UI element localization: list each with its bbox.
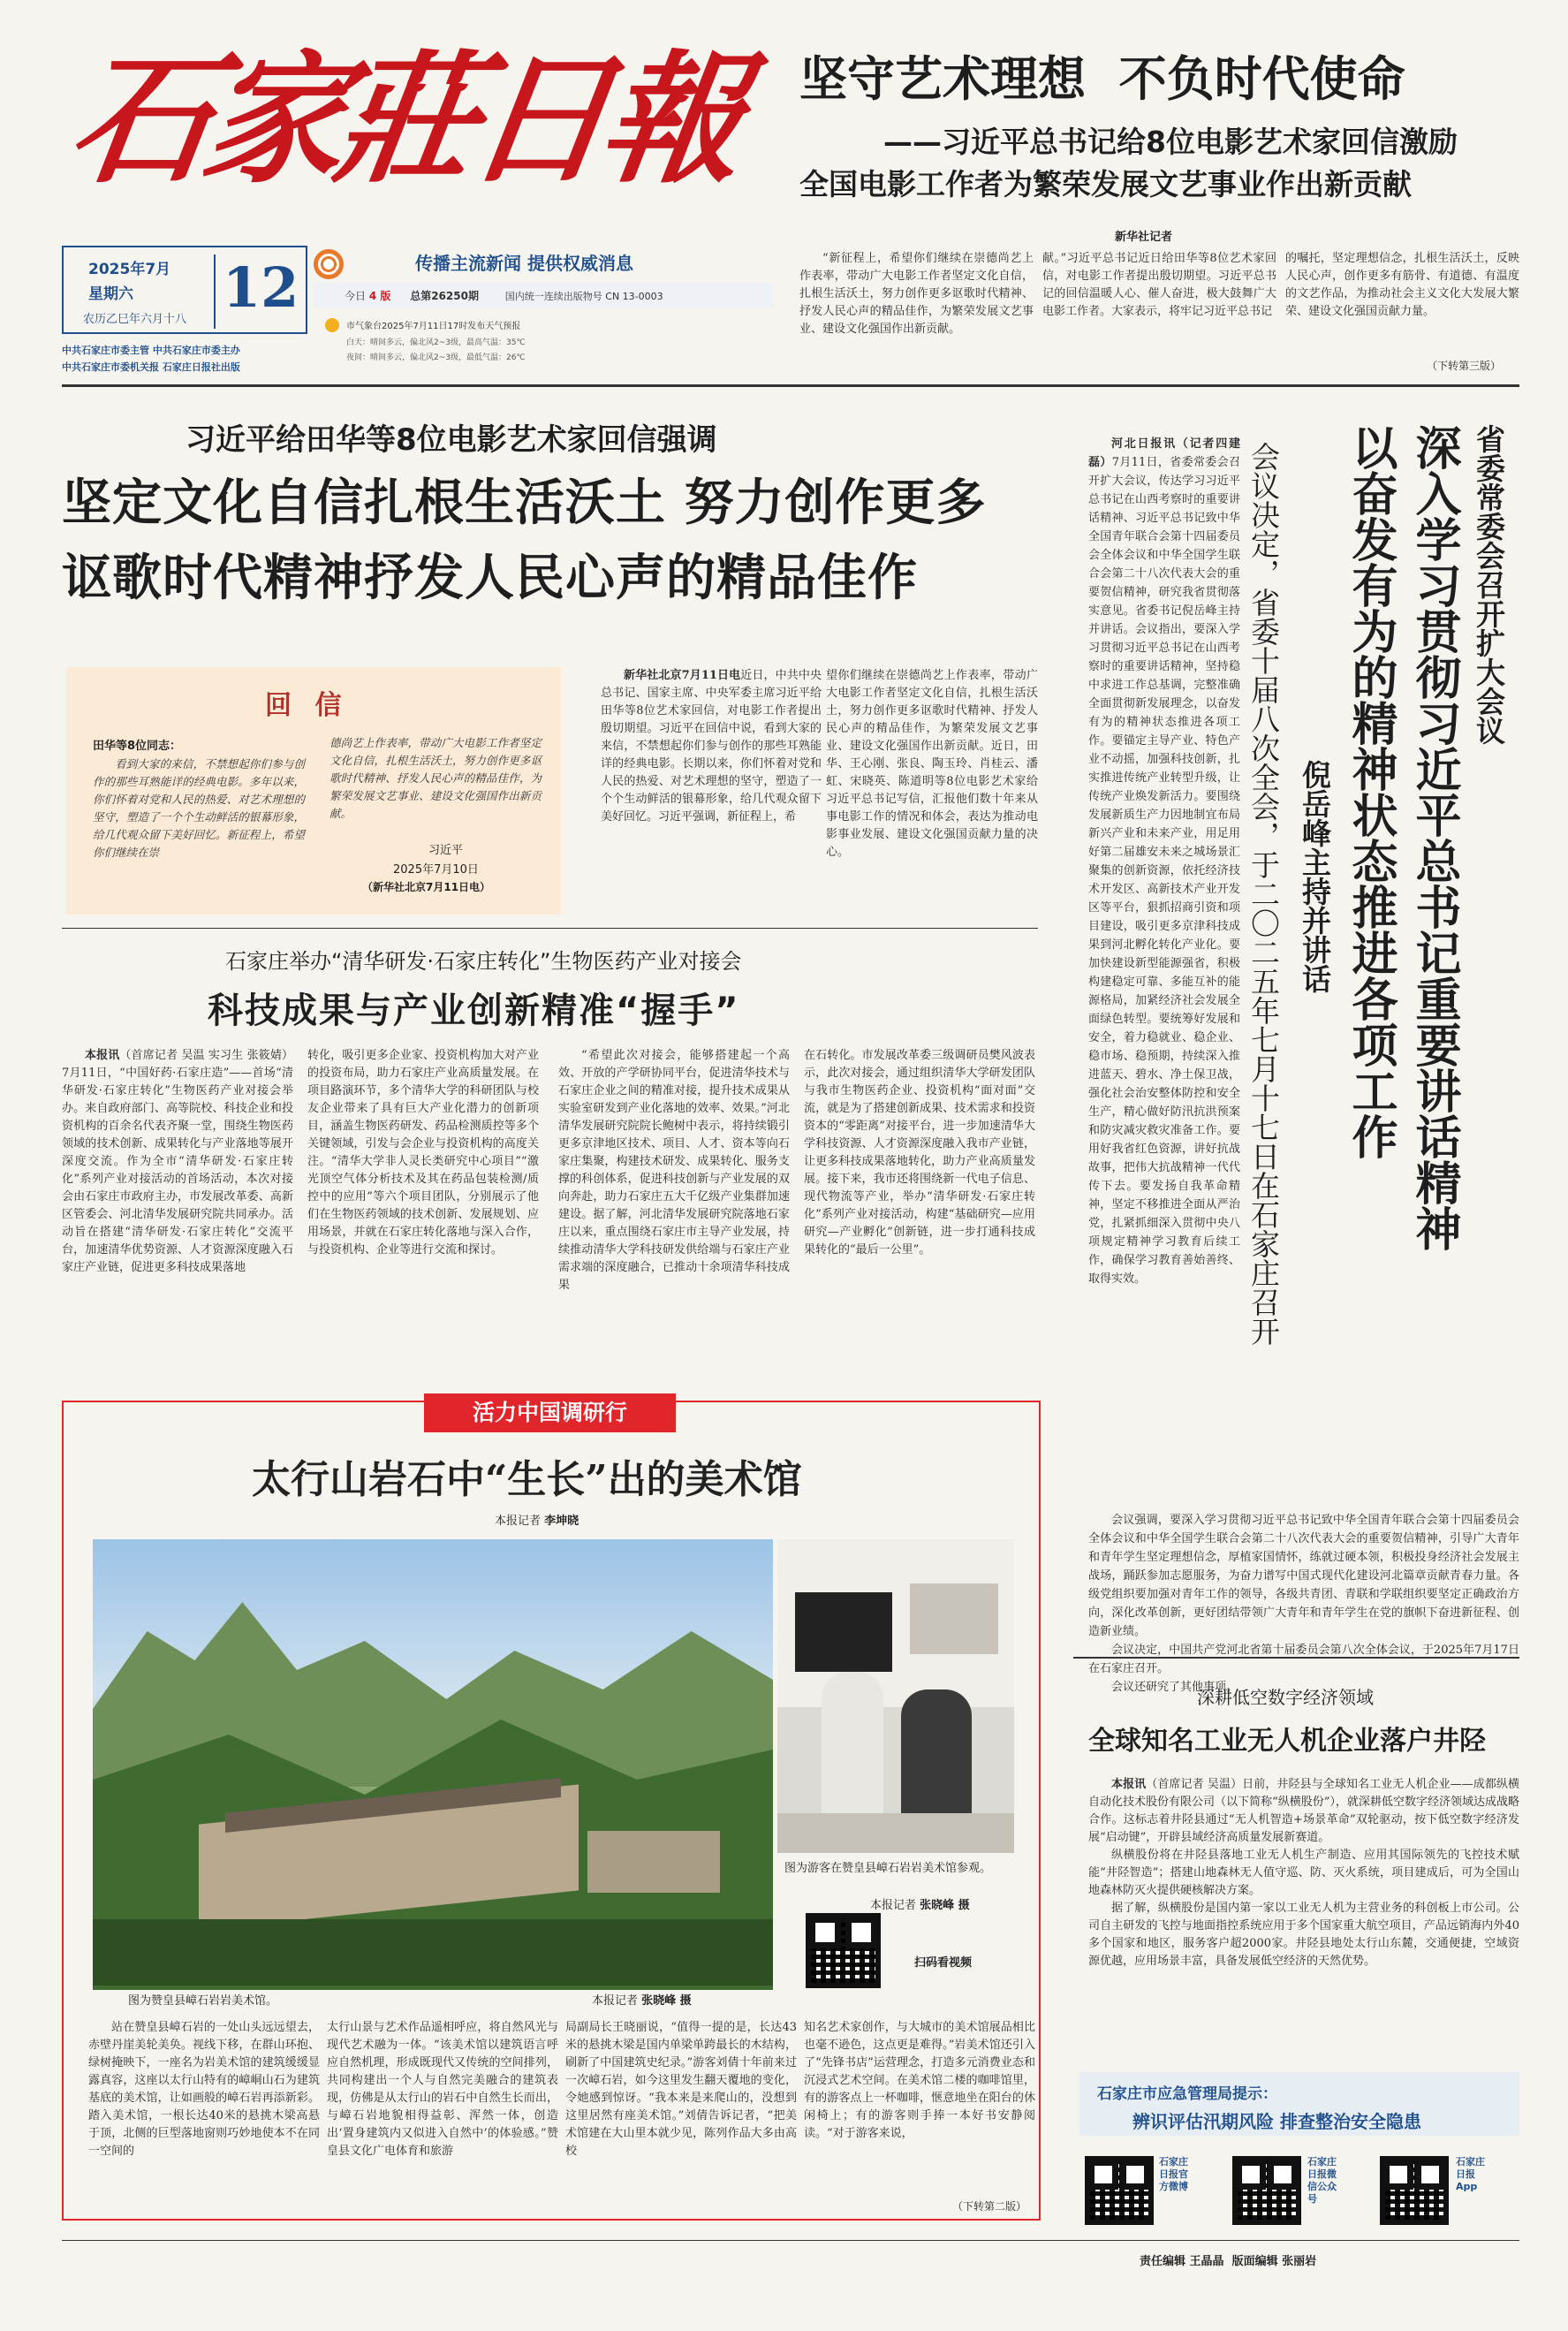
tech-col-4: 在石转化。市发展改革委三级调研员樊风波表示，此次对接会，通过组织清华大学研发团队与我市生物医药企业、投资机构“面对面”交流，就是为了搭建创新成果、技术需求和投资资本的“零距离”对接平台，进一步加速清华大学科技资源、人才资源深度融入我市产业链，让更多科技成果落地转化，助力产业高质量发展。接下来，我市还将围绕新一代电子信息、现代物流等产业，举办“清华研发·石家庄转化”系列产业对接活动，构建“基础研究—应用研究—产业孵化”创新链，进一步打通科技成果转化的“最后一公里”。 [804,1049,1035,1257]
safety-notice-title: 石家庄市应急管理局提示： [1097,2085,1277,2103]
museum-col-2: 太行山景与艺术作品遥相呼应，将自然风光与现代艺术融为一体。“该美术馆以建筑语言呼应自然机理，形成既现代又传统的空间排列，共同构建出一个人与自然完美融合的建筑表现，仿佛是从太行山的岩石中自然生长而出，与嶂石岩地貌相得益彰、浑然一体，创造出‘置身建筑内又似进入自然中’的体验感。”赞皇县文化广电体育和旅游 [327,2021,558,2158]
issue-lunar-date: 农历乙巳年六月十八 [83,313,187,326]
museum-jump: （下转第二版） [952,2200,1027,2213]
drone-headline: 全球知名工业无人机企业落户井陉 [1088,1726,1486,1757]
weather-sun-icon [325,318,339,332]
safety-notice-text: 辨识评估汛期风险 排查整治安全隐患 [1132,2111,1421,2132]
issue-day-number: 12 [223,255,299,320]
weibo-qr-code[interactable] [1085,2156,1154,2225]
museum-col-4: 知名艺术家创作，与大城市的美术馆展品相比也毫不逊色，这点更是难得。”岩美术馆还引入了“先锋书店”运营理念，打造多元消费业态和沉浸式艺术空间。在美术馆二楼的咖啡馆里，有的游客点上一杯咖啡，惬意地坐在阳台的休闲椅上；有的游客则手捧一本好书安静阅读。“对于游客来说， [804,2021,1035,2140]
top-subheadline-1: ——习近平总书记给8位电影艺术家回信激励 [883,125,1458,159]
lead-kicker: 习近平给田华等8位电影艺术家回信强调 [186,422,717,458]
museum-landscape-photo [93,1539,773,1986]
newspaper-logo-calligraphy: 石家莊日報 [60,36,747,202]
reply-letter-body-1: 看到大家的来信，不禁想起你们参与创作的那些耳熟能详的经典电影。多年以来，你们怀着对党和人民的热爱、对艺术理想的坚守，塑造了一个个生动鲜活的银幕形象，给几代观众留下美好回忆。新征程上，希望你们继续在崇 [93,757,305,859]
video-qr-code[interactable] [806,1913,881,1988]
photo2-credit: 本报记者 张晓峰 摄 [870,1899,970,1912]
video-qr-label: 扫码看视频 [914,1956,973,1970]
reply-letter-salute: 田华等8位同志： [93,740,182,753]
lead-headline-1: 坚定文化自信扎根生活沃土 努力创作更多 [62,475,987,532]
lead-col-1: 新华社北京7月11日电近日，中共中央总书记、国家主席、中央军委主席习近平给田华等8位艺术家回信，对电影工作者提出殷切期望。习近平在回信中说，看到大家的来信，不禁想起你们参与创作的那些耳熟能详的经典电影。长期以来，你们怀着对党和人民的热爱、对艺术理想的坚守，塑造了一个个生动鲜活的银幕形象，给几代观众留下美好回忆。习近平强调，新征程上，希 [601,669,822,824]
lead-col-2: 望你们继续在崇德尚艺上作表率，带动广大电影工作者坚定文化自信，扎根生活沃土，努力创作更多讴歌时代精神、抒发人民心声的精品佳作，为繁荣发展文艺事业、建设文化强国作出新贡献。近日，田华、王心刚、张良、陶玉玲、肖桂云、潘虹、宋晓英、陈道明等8位电影艺术家给习近平总书记写信，汇报他们数十年来从事电影工作的情况和体会，表达为推动电影事业发展、建设文化强国贡献力量的决心。 [826,669,1038,859]
weather-night: 夜间：晴间多云，偏北风2~3级，最低气温：26℃ [346,353,526,362]
top-story-col-1: “新征程上，希望你们继续在崇德尚艺上作表率，带动广大电影工作者坚定文化自信，扎根生活沃土，努力创作更多讴歌时代精神、抒发人民心声的精品佳作，为繁荣发展文艺事业、建设文化强国作出新贡献。 [799,252,1034,336]
reply-letter-signature: 习近平 [428,844,464,857]
edition-info: 今日 4 版 总第26250期 国内统一连续出版物号 CN 13-0003 [345,290,663,302]
museum-visitors-photo [777,1539,1014,1853]
lead-dateline: 新华社北京7月11日电 [624,669,741,682]
top-subheadline-2: 全国电影工作者为繁荣发展文艺事业作出新贡献 [799,167,1412,201]
top-headline: 坚守艺术理想 不负时代使命 [799,51,1405,107]
app-qr-code[interactable] [1380,2156,1449,2225]
date-box [62,246,307,334]
museum-banner: 活力中国调研行 [424,1393,676,1432]
newspaper-emblem-icon [314,249,344,279]
tech-kicker: 石家庄举办“清华研发·石家庄转化”生物医药产业对接会 [225,949,742,974]
museum-col-1: 站在赞皇县嶂石岩的一处山头远远望去，赤壁丹崖美轮美奂。视线下移，在群山环抱、绿树掩映下，一座名为岩美术馆的建筑缓缓显露真容，这座以太行山特有的嶂峒山石为建筑基底的美术馆，让如画般的嶂石岩再添新彩。踏入美术馆，一根长达40米的悬挑木梁高悬于顶，北侧的巨型落地窗则巧妙地使本不在同一空间的 [88,2021,320,2158]
reply-letter-title: 回 信 [265,690,349,721]
weather-day: 白天：晴间多云，偏北风2~3级，最高气温：35℃ [346,338,526,347]
party-host: 倪岳峰主持并讲话 [1298,760,1332,993]
tech-byline: 本报讯 [85,1049,120,1062]
reply-letter-body-2: 德尚艺上作表率，带动广大电影工作者坚定文化自信，扎根生活沃土，努力创作更多讴歌时代精神、抒发人民心声的精品佳作，为繁荣发展文艺事业、建设文化强国作出新贡献。 [330,736,542,820]
tech-headline: 科技成果与产业创新精准“握手” [208,991,740,1031]
tech-col-1: 本报讯（首席记者 吴温 实习生 张筱婧）7月11日，“中国好药·石家庄造”——首场“清华研发·石家庄转化”生物医药产业对接会举办。来自政府部门、高等院校、科技企业和投资机构的百余名代表齐聚一堂，围绕生物医药领域的技术创新、成果转化与产业落地等展开深度交流。作为全市“清华研发·石家庄转化”系列产业对接活动的首场活动，本次对接会由石家庄市政府主办，市发展改革委、高新区管委会、河北清华发展研究院共同承办。活动旨在搭建“清华研发·石家庄转化”交流平台，加速清华优势资源、人才资源深度融入石家庄产业链，促进更多科技成果落地 [62,1049,293,1274]
sponsor-line-1: 中共石家庄市委主管 中共石家庄市委主办 [62,345,240,356]
top-byline: 新华社记者 [1115,231,1173,244]
reply-letter-date: 2025年7月10日 [393,863,479,877]
party-body: 河北日报讯（记者四建磊）7月11日，省委常委会召开扩大会议，传达学习习近平总书记在山西考察时的重要讲话精神、习近平总书记致中华全国青年联合会第十四届委员会全体会议和中华全国学生联合会第二十八次代表大会的重要贺信精神，研究我省贯彻落实意见。省委书记倪岳峰主持并讲话。会议指出，要深入学习贯彻习近平总书记在山西考察时的重要讲话精神，坚持稳中求进工作总基调，完整准确全面贯彻新发展理念，以奋发有为的精神状态推进各项工作。要锚定主导产业、特色产业不动摇，加强科技创新，扎实推进传统产业转型升级，让传统产业焕发新活力。要围绕发展新质生产力因地制宜布局新兴产业和未来产业，用足用好第二届雄安未来之城场景汇聚集的创新资源，依托经济技术开发区、高新技术产业开发区等平台，狠抓招商引资和项目建设，吸引更多京津科技成果到河北孵化转化产业化。要加快建设新型能源强省，积极构建稳定可靠、多能互补的能源格局，加紧经济社会发展全面绿色转型。要统筹好发展和安全，着力稳就业、稳企业、稳市场、稳预期，持续深入推进蓝天、碧水、净土保卫战，强化社会治安整体防控和安全生产，精心做好防汛抗洪预案和防灾减灾救灾准备工作。要用好我省红色资源，讲好抗战故事，把伟大抗战精神一代代传下去。要发扬自我革命精神，坚定不移推进全面从严治党，扎紧抓细深入贯彻中央八项规定精神学习教育后续工作，确保学习教育善始善终、取得实效。 [1088,437,1240,1286]
museum-headline: 太行山岩石中“生长”出的美术馆 [252,1457,802,1502]
museum-col-3: 局副局长王晓丽说，“值得一提的是，长达43米的悬挑木梁是国内单梁单跨最长的木结构，刷新了中国建筑史纪录。”游客刘倩十年前来过一次嶂石岩，如今这里发生翻天覆地的变化，令她感到惊讶。“我本来是来爬山的，没想到这里居然有座美术馆。”刘倩告诉记者，“把美术馆建在大山里本就少见，陈列作品大多由高校 [565,2021,797,2158]
party-headline-1: 深入学习贯彻习近平总书记重要讲话精神 [1407,424,1460,1251]
party-byline: 河北日报讯（记者四建磊） [1088,437,1240,469]
sponsor-line-2: 中共石家庄市委机关报 石家庄日报社出版 [62,361,240,373]
editor-credits: 责任编辑 王晶晶 版面编辑 张丽岩 [1140,2255,1317,2268]
issue-weekday: 星期六 [88,285,133,303]
reply-letter-box [66,667,561,915]
weibo-qr-label: 石家庄日报官方微博 [1159,2156,1188,2192]
photo2-caption: 图为游客在赞皇县嶂石岩岩美术馆参观。 [784,1862,992,1875]
top-story-jump: （下转第三版） [1427,360,1502,372]
tech-col-3: “希望此次对接会，能够搭建起一个高效、开放的产学研协同平台，促进清华技术与石家庄企业之间的精准对接，提升技术成果从实验室研发到产业化落地的效率、效果。”河北清华发展研究院院长鲍树中表示，将持续锻引更多京津地区技术、项目、人才、资本等向石家庄集聚，构建技术研发、成果转化、服务支撑的科创体系，促进科技创新与产业发展的双向奔赴，助力石家庄五大千亿级产业集群加速建设。据了解，河北清华发展研究院落地石家庄以来，重点围绕石家庄市主导产业发展，持续推动清华大学科技研发供给端与石家庄产业需求端的深度融合，已推动十余项清华科技成果 [558,1049,790,1292]
app-qr-label: 石家庄日报App [1456,2156,1485,2192]
wechat-qr-label: 石家庄日报微信公众号 [1307,2156,1337,2205]
party-kicker: 省委常委会召开扩大会议 [1472,424,1506,745]
weather-title: 市气象台2025年7月11日17时发布天气预报 [346,322,521,331]
drone-body: 本报讯（首席记者 吴温）日前，井陉县与全球知名工业无人机企业——成都纵横自动化技术股份有限公司（以下简称“纵横股份”），就深耕低空数字经济领域达成战略合作。这标志着井陉县通过“无人机智造+场景革命”双轮驱动，按下低空数字经济发展“启动键”，开辟县域经济高质量发展新赛道。 纵横股份将在井陉县落地工业无人机生产制造、应用其国际领先的飞控技术赋能“井陉智造”；搭建山地森林无人值守巡、防、灭火系统，项目建成后，可为全国山地森林防灭火提供硬核解决方案。 据了解，纵横股份是国内第一家以工业无人机为主营业务的科创板上市公司。公司自主研发的飞控与地面指控系统应用于多个国家重大航空项目，产品远销海内外40多个国家和地区，服务客户超2000家。井陉县地处太行山东麓，交通便捷，空域资源优越，应用场景丰富，具备发展低空经济的天然优势。 [1088,1778,1519,1968]
party-decision: 会议决定，省委十届八次全会，于二〇二五年七月十七日在石家庄召开 [1246,442,1281,1346]
museum-byline: 本报记者 李坤晓 [495,1515,579,1528]
photo1-credit: 本报记者 张晓峰 摄 [592,1994,692,2008]
drone-kicker: 深耕低空数字经济领域 [1197,1687,1374,1708]
reply-letter-source: （新华社北京7月11日电） [362,881,491,893]
masthead-logo [60,35,770,208]
drone-byline: 本报讯 [1111,1778,1147,1791]
top-story-col-3: 的嘱托，坚定理想信念，扎根生活沃土，反映人民心声，创作更多有筋骨、有道德、有温度的文艺作品，为推动社会主义文化大发展大繁荣、建设文化强国贡献力量。 [1285,252,1519,318]
safety-notice [1079,2072,1519,2136]
issue-date: 2025年7月 [88,261,171,278]
lead-headline-2: 讴歌时代精神抒发人民心声的精品佳作 [62,550,918,607]
top-story-col-2: 献。”习近平总书记近日给田华等8位艺术家回信，对电影工作者提出殷切期望。习近平总书记的回信温暖人心、催人奋进，极大鼓舞广大电影工作者。大家表示，将牢记习近平总书记 [1042,252,1276,318]
party-body-wide: 会议强调，要深入学习贯彻习近平总书记致中华全国青年联合会第十四届委员会全体会议和中华全国学生联合会第二十八次代表大会的重要贺信精神，引导广大青年和青年学生坚定理想信念，厚植家国情怀，练就过硬本领，积极投身经济社会发展主战场，踊跃参加志愿服务，为奋力谱写中国式现代化建设河北篇章贡献青春力量。各级党组织要加强对青年工作的领导，各级共青团、青联和学联组织要坚定正确政治方向，深化改革创新，更好团结带领广大青年和青年学生在党的旗帜下奋进新征程、创造新业绩。 会议决定，中国共产党河北省第十届委员会第八次全体会议，于2025年7月17日在石家庄召开。 会议还研究了其他事项。 [1088,1514,1519,1694]
photo1-caption: 图为赞皇县嶂石岩岩美术馆。 [128,1994,278,2008]
party-headline-2: 以奋发有为的精神状态推进各项工作 [1344,424,1397,1159]
wechat-qr-code[interactable] [1232,2156,1301,2225]
tech-col-2: 转化，吸引更多企业家、投资机构加大对产业的投资布局，助力石家庄产业高质量发展。在项目路演环节，多个清华大学的科研团队与校友企业带来了具有巨大产业化潜力的创新项目，涵盖生物医药研发、药品检测质控等多个关键领域，引发与会企业与投资机构的高度关注。“清华大学非人灵长类研究中心项目”“激光顶空气体分析技术及其在药品包装检测/质控中的应用”等六个项目团队，分别展示了他们在生物医药领域的技术创新、发展规划、应用场景，并就在石家庄转化落地与深入合作，与投资机构、企业等进行交流和探讨。 [307,1049,539,1257]
masthead-slogan: 传播主流新闻 提供权威消息 [415,253,633,274]
